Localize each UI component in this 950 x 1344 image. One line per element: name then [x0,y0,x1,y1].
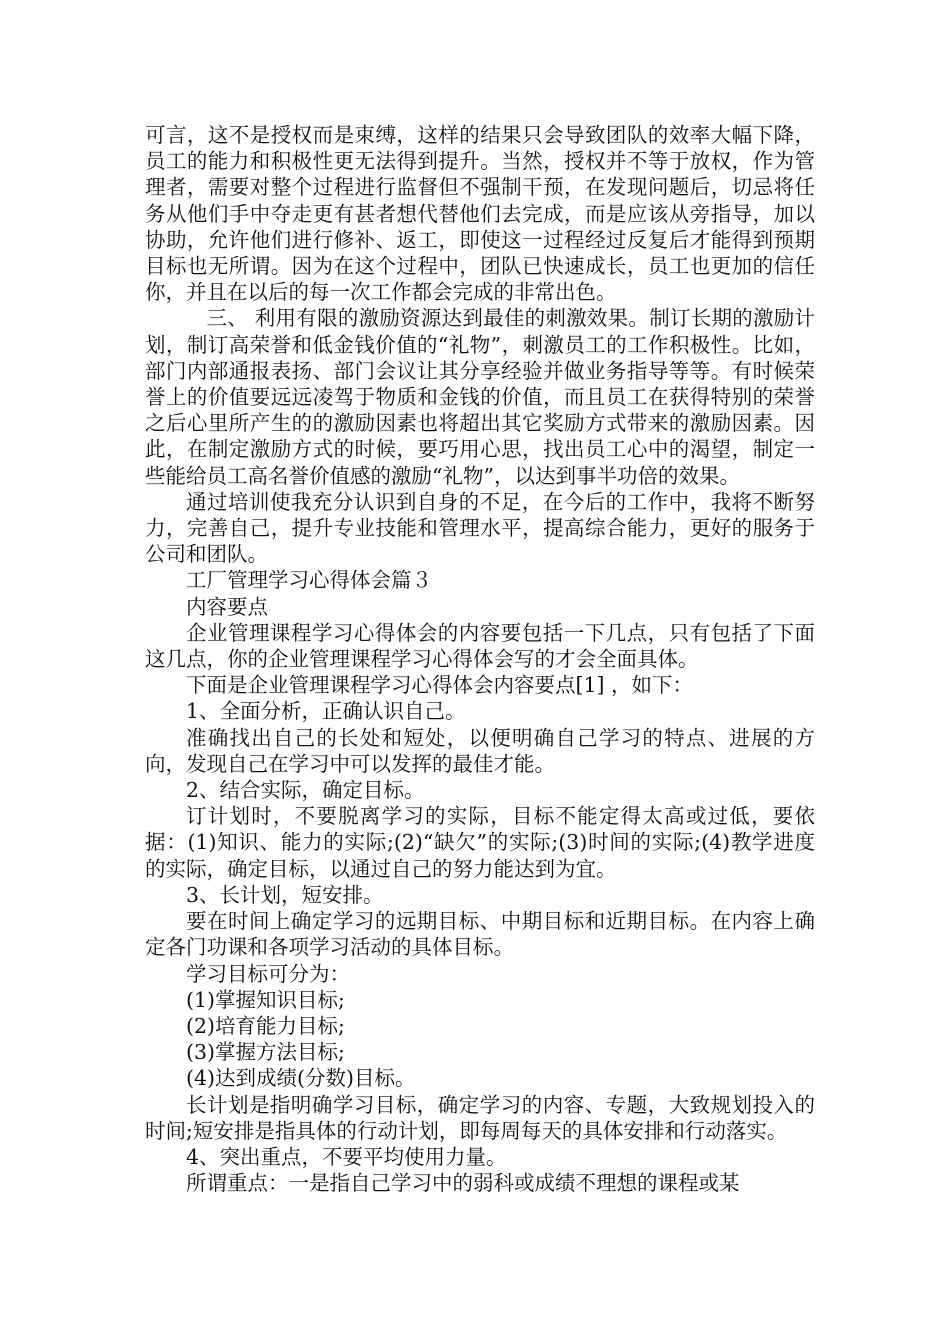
list-item: (2)培育能力目标; [186,1013,345,1038]
list-item: (4)达到成绩(分数)目标。 [186,1066,416,1091]
list-item: (1)掌握知识目标; [186,987,345,1012]
paragraph: 要在时间上确定学习的远期目标、中期目标和近期目标。在内容上确定各门功课和各项学习活动的具体目标。 [145,909,815,960]
list-item: (3)掌握方法目标; [186,1040,345,1065]
paragraph: 企业管理课程学习心得体会的内容要包括一下几点，只有包括了下面这几点，你的企业管理课程学习心得体会写的才会全面具体。 [145,620,815,672]
list-heading: 3、长计划，短安排。 [186,882,384,907]
document-page [145,122,815,1196]
paragraph: 订计划时，不要脱离学习的实际，目标不能定得太高或过低，要依据：(1)知识、能力的实际;(2)“缺欠”的实际;(3)时间的实际;(4)教学进度的实际，确定目标，以通过自己的努力能达到为宜。 [145,804,815,881]
paragraph: 通过培训使我充分认识到自身的不足，在今后的工作中，我将不断努力，完善自己，提升专业技能和管理水平，提高综合能力，更好的服务于公司和团队。 [145,489,815,567]
paragraph: 所谓重点：一是指自己学习中的弱科或成绩不理想的课程或某 [186,1171,740,1196]
paragraph: 学习目标可分为： [186,961,350,986]
paragraph: 下面是企业管理课程学习心得体会内容要点[1] ，如下： [186,673,694,698]
paragraph: 准确找出自己的长处和短处，以便明确自己学习的特点、进展的方向，发现自己在学习中可以发挥的最佳才能。 [145,725,815,776]
paragraph: 可言，这不是授权而是束缚，这样的结果只会导致团队的效率大幅下降，员工的能力和积极性更无法得到提升。当然，授权并不等于放权，作为管理者，需要对整个过程进行监督但不强制干预，在发现问题后，切忌将任务从他们手中夺走更有甚者想代替他们去完成，而是应该从旁指导，加以协助，允许他们进行修补、返工，即使这一过程经过反复后才能得到预期目标也无所谓。因为在这个过程中，团队已快速成长，员工也更加的信任你，并且在以后的每一次工作都会完成的非常出色。 [145,123,815,305]
list-heading: 2、结合实际，确定目标。 [186,778,425,803]
section-title: 内容要点 [186,594,268,619]
section-heading-paragraph: 三、 利用有限的激励资源达到最佳的刺激效果。制订长期的激励计划，制订高荣誉和低金钱价值的“礼物”，刺激员工的工作积极性。比如，部门内部通报表扬、部门会议让其分享经验并做业务指导等等。有时候荣誉上的价值要远远凌驾于物质和金钱的价值，而且员工在获得特别的荣誉之后心里所产生的的激励因素也将超出其它奖励方式带来的激励因素。因此，在制定激励方式的时候，要巧用心思，找出员工心中的渴望，制定一些能给员工高名誉价值感的激励“礼物”，以达到事半功倍的效果。 [145,306,815,488]
paragraph: 长计划是指明确学习目标，确定学习的内容、专题，大致规划投入的时间;短安排是指具体的行动计划，即每周每天的具体安排和行动落实。 [145,1092,815,1143]
list-heading: 1、全面分析，正确认识自己。 [186,699,466,724]
article-title: 工厂管理学习心得体会篇３ [186,568,432,593]
list-heading: 4、突出重点，不要平均使用力量。 [186,1144,507,1169]
